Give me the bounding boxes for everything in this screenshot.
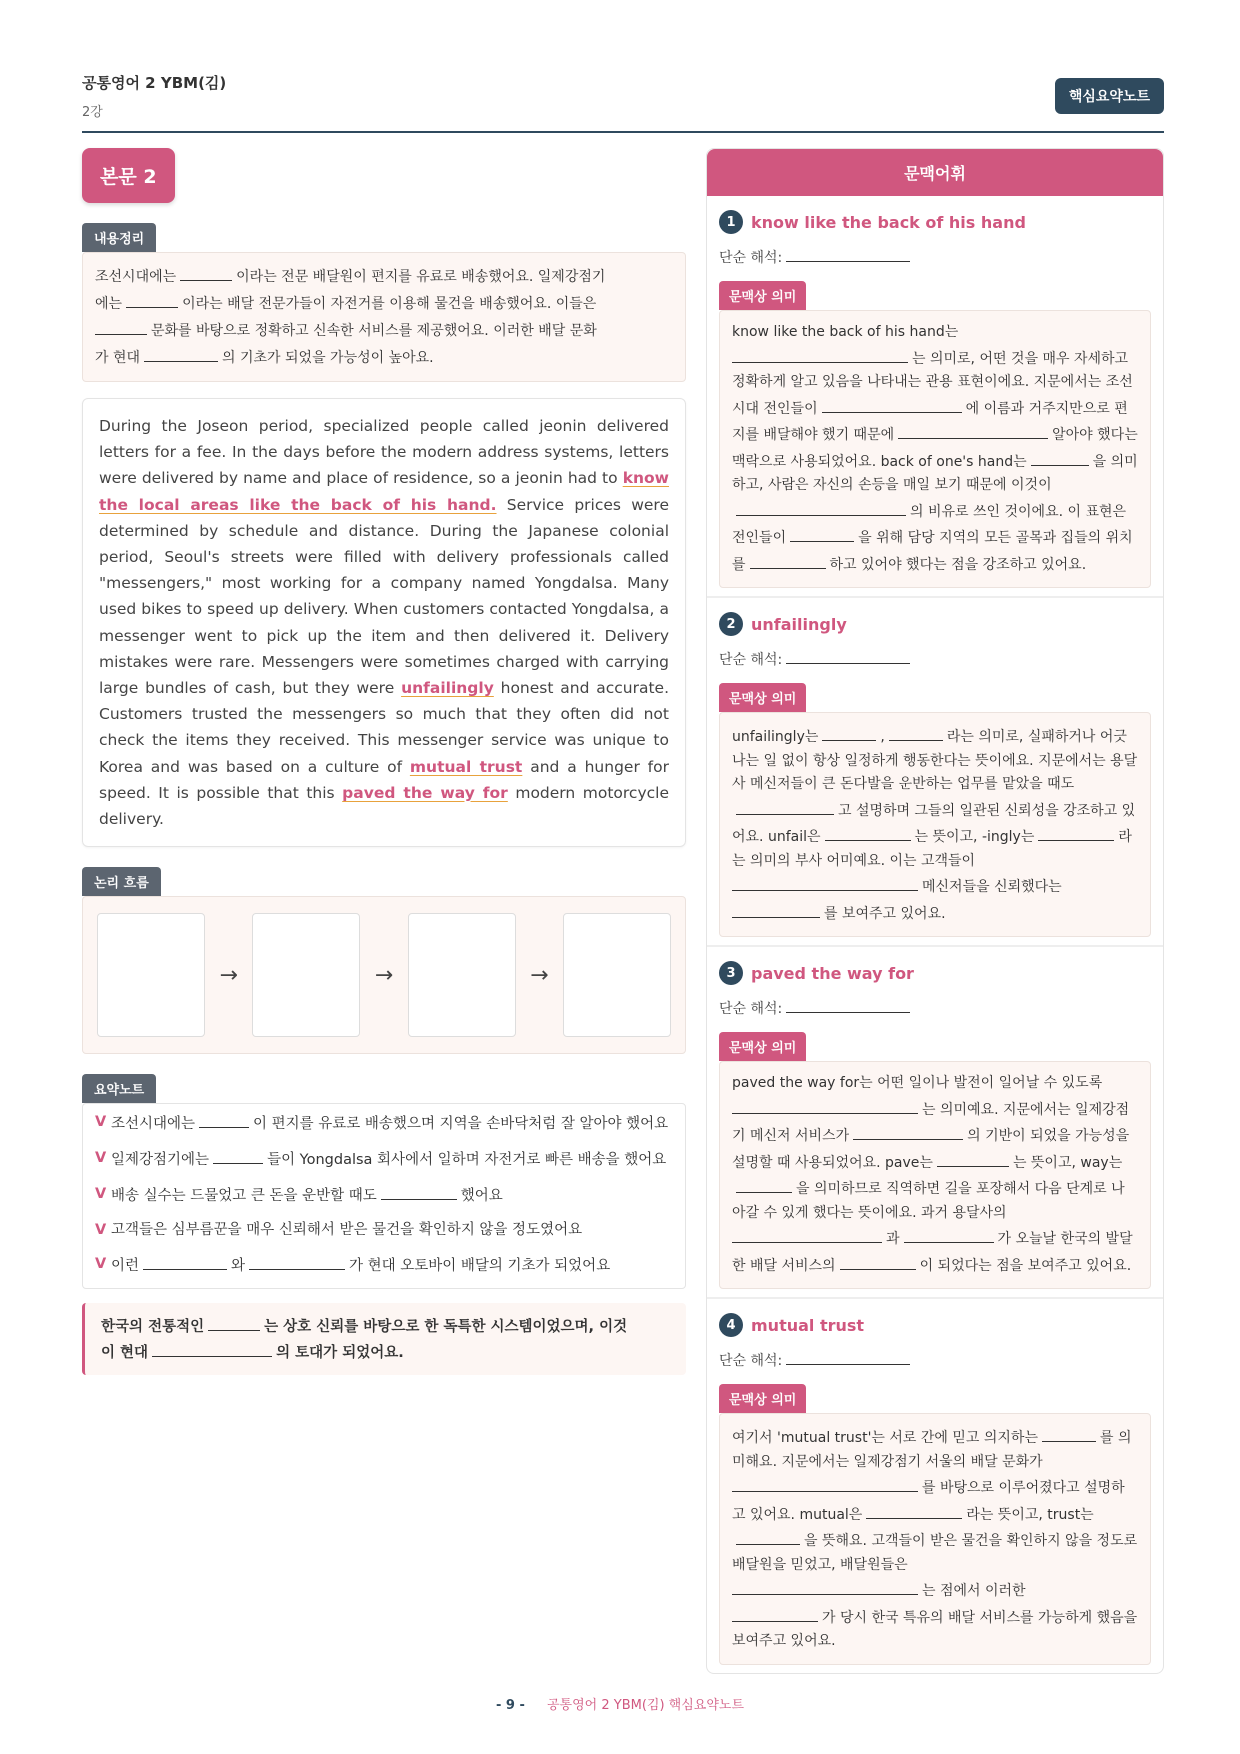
ctx-part: 는 뜻이고, -ingly는 — [914, 829, 1035, 845]
left-column — [82, 148, 686, 1375]
vocab-term: mutual trust — [751, 1315, 865, 1335]
number-badge: 2 — [719, 612, 743, 636]
check-v-icon: V — [95, 1186, 107, 1203]
ctx-part: 를 보여주고 있어요. — [824, 905, 946, 922]
vocab-title — [719, 210, 1151, 234]
ctx-part: , — [880, 729, 885, 745]
ctx-blank[interactable] — [732, 873, 918, 891]
ctx-part: 는 의미예요. 지문에서는 일제강점기 메신저 서비스가 — [732, 1101, 1130, 1144]
ctx-blank[interactable] — [732, 900, 820, 918]
logic-flow-label: 논리 흐름 — [82, 867, 161, 896]
vocab-panel — [706, 148, 1164, 1674]
note-blank[interactable] — [143, 1252, 227, 1270]
summary-s5: 문화를 바탕으로 정확하고 신속한 서비스를 제공했어요. 이러한 배달 문화 — [151, 323, 597, 339]
simple-blank[interactable] — [786, 1347, 910, 1365]
ctx-blank[interactable] — [889, 723, 943, 741]
ctx-part: 를 바탕으로 이루어졌다고 설명하고 있어요. mutual은 — [732, 1480, 1125, 1523]
vocab-term: unfailingly — [751, 614, 847, 634]
closing-2: 는 상호 신뢰를 바탕으로 한 독특한 시스템이었으며, 이것 — [264, 1319, 628, 1336]
ctx-blank[interactable] — [1042, 1424, 1096, 1442]
ctx-part: 이 되었다는 점을 보여주고 있어요. — [919, 1257, 1132, 1274]
summary-block — [82, 223, 686, 382]
summary-s3: 에는 — [95, 296, 123, 312]
vocab-title — [719, 961, 1151, 985]
footer-title: 공통영어 2 YBM(김) 핵심요약노트 — [547, 1698, 745, 1713]
page-number: - 9 - — [495, 1698, 525, 1713]
ctx-blank[interactable] — [732, 1577, 918, 1595]
passage-text — [82, 398, 686, 847]
summary-label: 내용정리 — [82, 223, 156, 252]
ctx-part: know like the back of his hand는 — [732, 324, 959, 340]
ctx-blank[interactable] — [732, 1225, 882, 1243]
ctx-part: paved the way for는 어떤 일이나 발전이 일어날 수 있도록 — [732, 1075, 1103, 1091]
passage-part-1: During the Joseon period, specialized people called jeonin delivered letters for a fee. In the days before the modern address systems, letters were delivered by name and place of residence, so a jeonin had to — [99, 417, 669, 488]
simple-translation — [719, 646, 1151, 669]
note-item — [95, 1146, 673, 1172]
summary-blank-1[interactable] — [180, 263, 232, 281]
arrow-right-icon: → — [374, 962, 394, 988]
check-v-icon: V — [95, 1256, 107, 1273]
notes-list — [82, 1103, 686, 1289]
simple-label: 단순 해석: — [719, 1353, 783, 1369]
summary-blank-2[interactable] — [126, 290, 178, 308]
note-item — [95, 1110, 673, 1136]
closing-4: 의 토대가 되었어요. — [276, 1345, 404, 1362]
simple-translation — [719, 244, 1151, 267]
ctx-part: 여기서 'mutual trust'는 서로 간에 믿고 의지하는 — [732, 1430, 1038, 1446]
ctx-part: 을 위해 담당 지역의 모든 골목과 집들의 위치를 — [732, 530, 1133, 573]
note-type-badge: 핵심요약노트 — [1055, 78, 1164, 114]
note-2b: 들이 Yongdalsa 회사에서 일하며 자전거로 빠른 배송을 했어요 — [267, 1152, 667, 1169]
passage-part-3: honest and accurate. Customers trusted the messengers so much that they often did not check the items they received. This messenger service was unique to Korea and was based on a culture of — [99, 679, 669, 776]
ctx-part: 라는 뜻이고, trust는 — [966, 1506, 1094, 1523]
ctx-part: 을 의미하고, 사람은 자신의 손등을 매일 보기 때문에 이것이 — [732, 453, 1138, 493]
ctx-blank[interactable] — [732, 345, 908, 363]
ctx-part: 는 점에서 이러한 — [922, 1583, 1026, 1599]
closing-blank-2[interactable] — [152, 1339, 272, 1357]
summary-s6: 가 현대 — [95, 350, 141, 366]
ctx-part: 라는 의미의 부사 어미예요. 이는 고객들이 — [732, 829, 1132, 869]
context-label: 문맥상 의미 — [719, 1384, 806, 1413]
ctx-blank[interactable] — [750, 551, 826, 569]
note-blank[interactable] — [381, 1182, 457, 1200]
ctx-part: 는 의미로, 어떤 것을 매우 자세하고 정확하게 알고 있음을 나타내는 관용 표현이에요. 지문에서는 조선시대 전인들이 — [732, 350, 1133, 417]
vocab-item — [707, 596, 1163, 945]
note-item — [95, 1252, 673, 1278]
check-v-icon: V — [95, 1222, 107, 1239]
ctx-part: 하고 있어야 했다는 점을 강조하고 있어요. — [829, 556, 1087, 573]
flow-box-2[interactable] — [252, 913, 360, 1037]
summary-s4: 이라는 배달 전문가들이 자전거를 이용해 물건을 배송했어요. 이들은 — [182, 296, 597, 312]
ctx-part: 를 의미해요. 지문에서는 일제강점기 서울의 배달 문화가 — [732, 1430, 1132, 1470]
ctx-blank[interactable] — [866, 1501, 962, 1519]
note-blank[interactable] — [249, 1252, 345, 1270]
summary-blank-3[interactable] — [95, 317, 147, 335]
arrow-right-icon: → — [530, 962, 549, 988]
logic-flow-boxes — [82, 896, 686, 1054]
simple-translation — [719, 995, 1151, 1018]
passage-part-5: modern motorcycle delivery. — [99, 783, 669, 829]
vocab-term: paved the way for — [751, 963, 914, 983]
summary-blank-4[interactable] — [144, 344, 218, 362]
summary-s2: 이라는 전문 배달원이 편지를 유료로 배송했어요. 일제강점기 — [236, 269, 606, 285]
simple-label: 단순 해석: — [719, 1001, 783, 1017]
note-3a: 배송 실수는 드물었고 큰 돈을 운반할 때도 — [111, 1188, 377, 1205]
check-v-icon: V — [95, 1114, 107, 1131]
ctx-blank[interactable] — [732, 1604, 818, 1622]
lesson-number: 2강 — [82, 105, 103, 120]
ctx-blank[interactable] — [736, 1527, 800, 1545]
summary-text — [82, 252, 686, 382]
vocab-item — [707, 1297, 1163, 1673]
ctx-blank[interactable] — [1031, 448, 1089, 466]
context-label: 문맥상 의미 — [719, 1032, 806, 1061]
ctx-blank[interactable] — [736, 1175, 792, 1193]
highlight-paved-the-way-for: paved the way for — [342, 783, 508, 802]
note-blank[interactable] — [213, 1146, 263, 1164]
page-header — [82, 72, 1164, 120]
ctx-blank[interactable] — [822, 395, 962, 413]
simple-translation — [719, 1347, 1151, 1370]
notes-label: 요약노트 — [82, 1074, 156, 1103]
ctx-blank[interactable] — [853, 1122, 963, 1140]
ctx-part: 가 당시 한국 특유의 배달 서비스를 가능하게 했음을 보여주고 있어요. — [732, 1609, 1138, 1649]
arrow-right-icon: → — [219, 962, 238, 988]
header-divider — [82, 131, 1164, 133]
simple-blank[interactable] — [786, 995, 910, 1013]
context-text — [719, 310, 1151, 588]
note-blank[interactable] — [199, 1110, 249, 1128]
context-label: 문맥상 의미 — [719, 281, 806, 310]
number-badge: 3 — [719, 961, 743, 985]
flow-box-3[interactable] — [408, 913, 516, 1037]
flow-box-1[interactable] — [97, 913, 205, 1037]
ctx-part: 메신저들을 신뢰했다는 — [922, 879, 1062, 895]
note-5a: 이런 — [111, 1258, 140, 1275]
section-tag: 본문 2 — [82, 148, 175, 203]
number-badge: 1 — [719, 210, 743, 234]
highlight-know-like-back-of-hand: know the local areas like the back of his hand. — [99, 469, 669, 514]
vocab-title — [719, 612, 1151, 636]
ctx-blank[interactable] — [1038, 823, 1114, 841]
simple-label: 단순 해석: — [719, 652, 783, 668]
ctx-blank[interactable] — [732, 1474, 918, 1492]
vocab-title — [719, 1313, 1151, 1337]
context-text — [719, 712, 1151, 937]
note-item — [95, 1218, 673, 1242]
note-5b: 와 — [231, 1258, 246, 1275]
ctx-part: 라는 의미로, 실패하거나 어긋나는 일 없이 항상 일정하게 행동한다는 뜻이에요. 지문에서는 용달사 메신저들이 큰 돈다발을 운반하는 업무를 맡았을 때도 — [732, 729, 1138, 792]
context-label: 문맥상 의미 — [719, 683, 806, 712]
vocab-panel-title: 문맥어휘 — [707, 149, 1163, 196]
ctx-blank[interactable] — [822, 723, 876, 741]
summary-s1: 조선시대에는 — [95, 269, 177, 285]
closing-blank-1[interactable] — [208, 1313, 260, 1331]
ctx-blank[interactable] — [732, 1096, 918, 1114]
vocab-item — [707, 196, 1163, 596]
context-text — [719, 1061, 1151, 1289]
ctx-blank[interactable] — [825, 823, 911, 841]
ctx-blank[interactable] — [736, 498, 906, 516]
ctx-blank[interactable] — [904, 1225, 994, 1243]
ctx-blank[interactable] — [736, 797, 834, 815]
highlight-mutual-trust: mutual trust — [409, 757, 523, 776]
highlight-unfailingly: unfailingly — [401, 679, 494, 698]
ctx-part: 알아야 했다는 맥락으로 사용되었어요. back of one's hand는 — [732, 427, 1138, 470]
flow-box-4[interactable] — [563, 913, 671, 1037]
vocab-item — [707, 945, 1163, 1297]
notes-block — [82, 1074, 686, 1289]
simple-blank[interactable] — [786, 646, 910, 664]
ctx-part: 과 — [886, 1231, 900, 1247]
logic-flow-block — [82, 867, 686, 1054]
passage-part-2: Service prices were determined by schedule and distance. During the Japanese colonial period, Seoul's streets were filled with delivery professionals called "messengers," most working for a company named Yongdalsa. Many used bikes to speed up delivery. When customers contacted Yongdalsa, a messenger went to pick up the item and then delivered it. Delivery mistakes were rare. Messengers were sometimes charged with carrying large bundles of cash, but they were — [99, 495, 670, 698]
ctx-part: 을 뜻해요. 고객들이 받은 물건을 확인하지 않을 정도로 배달원을 믿었고, 배달원들은 — [732, 1533, 1138, 1573]
check-v-icon: V — [95, 1150, 107, 1167]
ctx-blank[interactable] — [840, 1252, 916, 1270]
page-footer — [0, 1694, 1240, 1713]
note-1b: 이 편지를 유료로 배송했으며 지역을 손바닥처럼 잘 알아야 했어요 — [253, 1116, 669, 1133]
closing-summary — [82, 1303, 686, 1375]
ctx-part: 을 의미하므로 직역하면 길을 포장해서 다음 단계로 나아갈 수 있게 했다는 뜻이에요. 과거 용달사의 — [732, 1181, 1125, 1221]
book-title: 공통영어 2 YBM(김) — [82, 74, 227, 92]
ctx-part: 가 오늘날 한국의 발달한 배달 서비스의 — [732, 1231, 1133, 1274]
closing-3: 이 현대 — [101, 1345, 149, 1362]
simple-blank[interactable] — [786, 244, 910, 262]
number-badge: 4 — [719, 1313, 743, 1337]
ctx-blank[interactable] — [790, 524, 854, 542]
ctx-part: 는 뜻이고, way는 — [1012, 1154, 1123, 1171]
ctx-blank[interactable] — [937, 1149, 1009, 1167]
note-5c: 가 현대 오토바이 배달의 기초가 되었어요 — [349, 1258, 611, 1275]
note-item — [95, 1182, 673, 1208]
vocab-term: know like the back of his hand — [751, 212, 1026, 232]
passage-part-4: and a hunger for speed. It is possible that this — [99, 757, 669, 802]
ctx-blank[interactable] — [898, 421, 1048, 439]
ctx-part: 의 기반이 되었을 가능성을 설명할 때 사용되었어요. pave는 — [732, 1128, 1130, 1171]
context-text — [719, 1413, 1151, 1665]
ctx-part: unfailingly는 — [732, 729, 819, 745]
ctx-part: 고 설명하며 그들의 일관된 신뢰성을 강조하고 있어요. unfail은 — [732, 802, 1136, 845]
note-1a: 조선시대에는 — [111, 1116, 196, 1133]
ctx-part: 에 이름과 거주지만으로 편지를 배달해야 했기 때문에 — [732, 400, 1128, 443]
note-4: 고객들은 심부름꾼을 매우 신뢰해서 받은 물건을 확인하지 않을 정도였어요 — [111, 1222, 583, 1239]
note-2a: 일제강점기에는 — [111, 1152, 210, 1169]
summary-s7: 의 기초가 되었을 가능성이 높아요. — [222, 350, 434, 366]
note-3b: 했어요 — [460, 1188, 503, 1205]
closing-1: 한국의 전통적인 — [101, 1319, 205, 1336]
ctx-part: 의 비유로 쓰인 것이에요. 이 표현은 전인들이 — [732, 503, 1127, 546]
simple-label: 단순 해석: — [719, 250, 783, 266]
